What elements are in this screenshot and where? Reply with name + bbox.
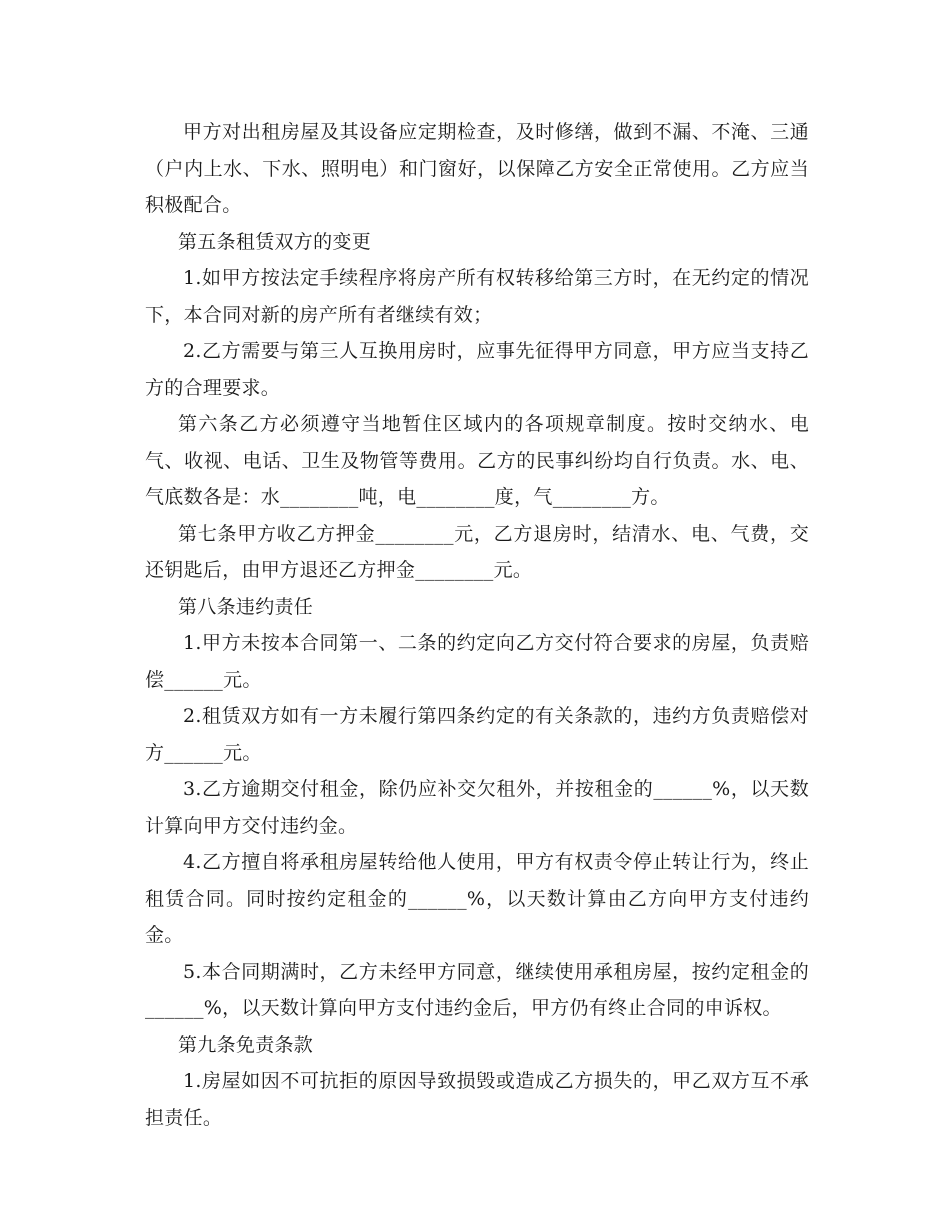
paragraph-article-7: 第七条甲方收乙方押金________元，乙方退房时，结清水、电、气费，交还钥匙后，由甲方退还乙方押金________元。 xyxy=(145,522,809,581)
paragraph-article-8-item-5: 5.本合同期满时，乙方未经甲方同意，继续使用承租房屋，按约定租金的______%，以天数计算向甲方支付违约金后，甲方仍有终止合同的申诉权。 xyxy=(145,960,809,1019)
paragraph-maintenance: 甲方对出租房屋及其设备应定期检查，及时修缮，做到不漏、不淹、三通（户内上水、下水、照明电）和门窗好，以保障乙方安全正常使用。乙方应当积极配合。 xyxy=(145,121,809,216)
heading-article-8: 第八条违约责任 xyxy=(178,595,314,618)
paragraph-article-8-item-3: 3.乙方逾期交付租金，除仍应补交欠租外，并按租金的______%，以天数计算向甲方交付违约金。 xyxy=(145,778,809,837)
document-body xyxy=(145,114,809,1136)
paragraph-article-5-item-1: 1.如甲方按法定手续程序将房产所有权转移给第三方时，在无约定的情况下，本合同对新的房产所有者继续有效； xyxy=(145,267,809,326)
paragraph-article-9-item-1: 1.房屋如因不可抗拒的原因导致损毁或造成乙方损失的，甲乙双方互不承担责任。 xyxy=(145,1070,809,1129)
paragraph-article-8-item-1: 1.甲方未按本合同第一、二条的约定向乙方交付符合要求的房屋，负责赔偿______元。 xyxy=(145,632,809,691)
paragraph-article-6: 第六条乙方必须遵守当地暂住区域内的各项规章制度。按时交纳水、电气、收视、电话、卫生及物管等费用。乙方的民事纠纷均自行负责。水、电、气底数各是：水________吨，电________度，气________方。 xyxy=(145,413,809,508)
heading-article-5: 第五条租赁双方的变更 xyxy=(178,230,372,253)
heading-article-9: 第九条免责条款 xyxy=(178,1033,314,1056)
paragraph-article-8-item-2: 2.租赁双方如有一方未履行第四条约定的有关条款的，违约方负责赔偿对方______元。 xyxy=(145,705,809,764)
paragraph-article-8-item-4: 4.乙方擅自将承租房屋转给他人使用，甲方有权责令停止转让行为，终止租赁合同。同时按约定租金的______%，以天数计算由乙方向甲方支付违约金。 xyxy=(145,851,809,946)
paragraph-article-5-item-2: 2.乙方需要与第三人互换用房时，应事先征得甲方同意，甲方应当支持乙方的合理要求。 xyxy=(145,340,809,399)
